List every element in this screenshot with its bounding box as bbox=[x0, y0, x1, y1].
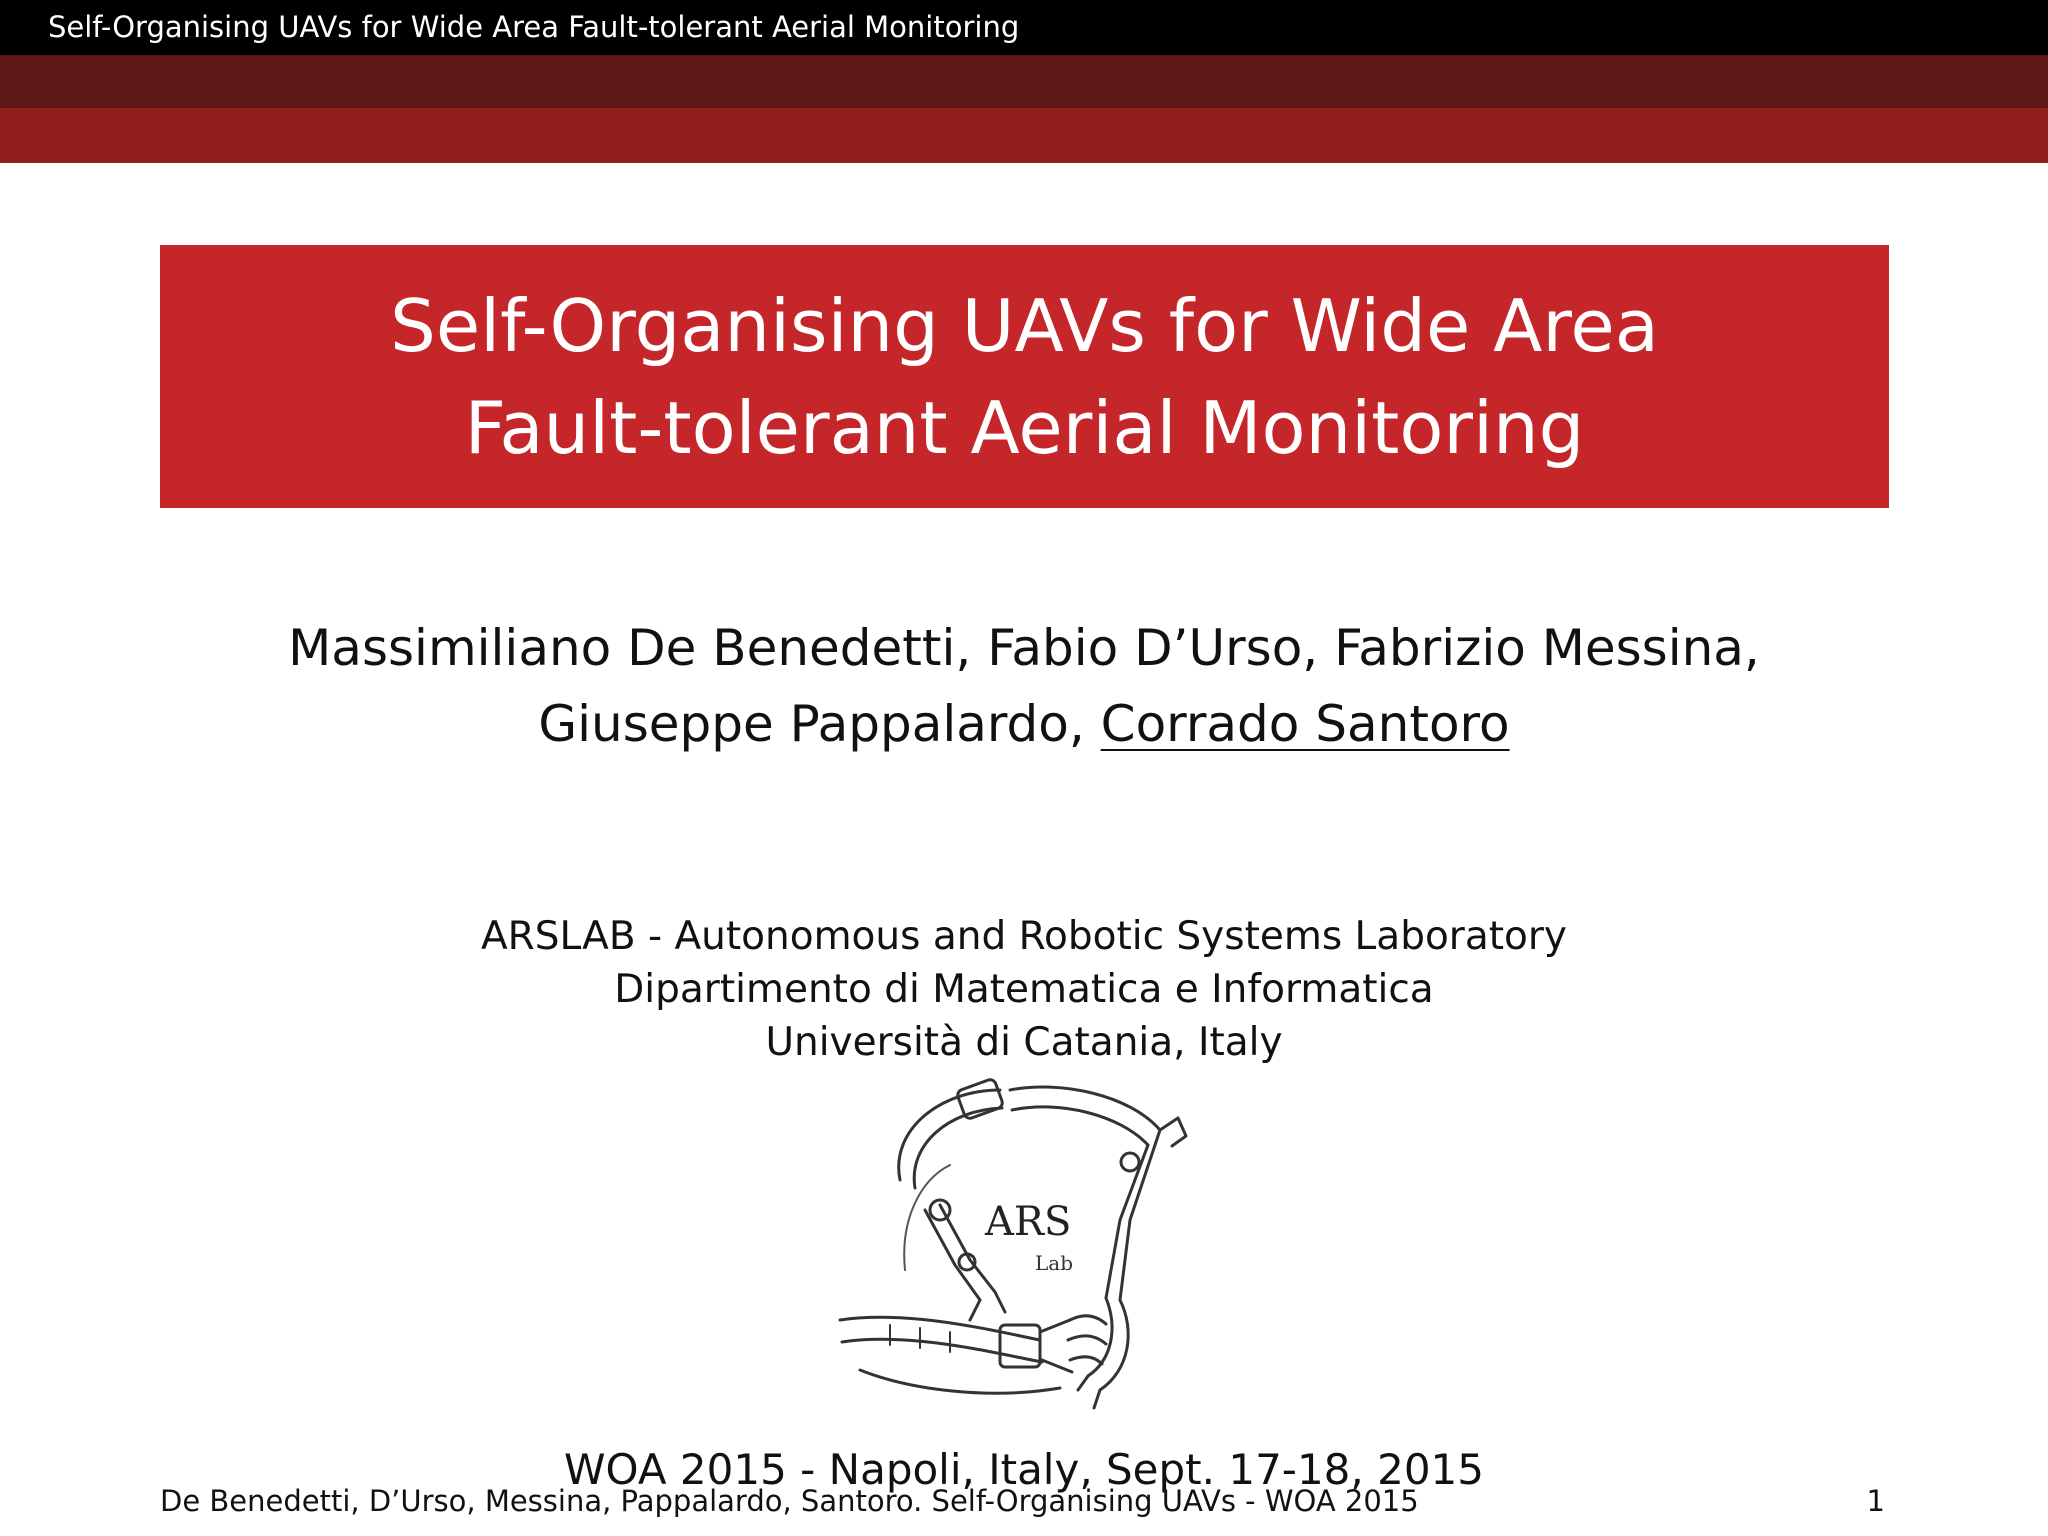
affiliation-block bbox=[0, 910, 2048, 1069]
authors-block bbox=[0, 610, 2048, 762]
header-band-red bbox=[0, 108, 2048, 163]
authors-line-1: Massimiliano De Benedetti, Fabio D’Urso, Fabrizio Messina, bbox=[288, 619, 1760, 677]
page-number: 1 bbox=[1866, 1484, 1885, 1518]
affiliation-line-1: ARSLAB - Autonomous and Robotic Systems Laboratory bbox=[480, 914, 1568, 959]
slide-header-bar bbox=[0, 0, 2048, 55]
authors-line-2-prefix: Giuseppe Pappalardo, bbox=[538, 695, 1101, 753]
affiliation-line-3: Università di Catania, Italy bbox=[765, 1020, 1283, 1065]
presenting-author: Corrado Santoro bbox=[1100, 695, 1510, 753]
arslab-logo bbox=[830, 1070, 1230, 1430]
authors-line-2 bbox=[0, 686, 2048, 762]
title-line-2: Fault-tolerant Aerial Monitoring bbox=[464, 385, 1585, 470]
logo-subtext: Lab bbox=[1035, 1251, 1074, 1275]
logo-text: ARS bbox=[985, 1199, 1072, 1245]
event-line: WOA 2015 - Napoli, Italy, Sept. 17-18, 2015 bbox=[563, 1445, 1484, 1494]
affiliation-line-2: Dipartimento di Matematica e Informatica bbox=[614, 967, 1434, 1012]
header-headline: Self-Organising UAVs for Wide Area Fault-tolerant Aerial Monitoring bbox=[48, 10, 1020, 44]
slide-footer bbox=[0, 1480, 2048, 1536]
title-line-1: Self-Organising UAVs for Wide Area bbox=[390, 283, 1659, 368]
footer-text: De Benedetti, D’Urso, Messina, Pappalardo, Santoro. Self-Organising UAVs - WOA 2015 bbox=[160, 1484, 1419, 1518]
title-box bbox=[160, 245, 1889, 508]
header-band-dark bbox=[0, 55, 2048, 108]
